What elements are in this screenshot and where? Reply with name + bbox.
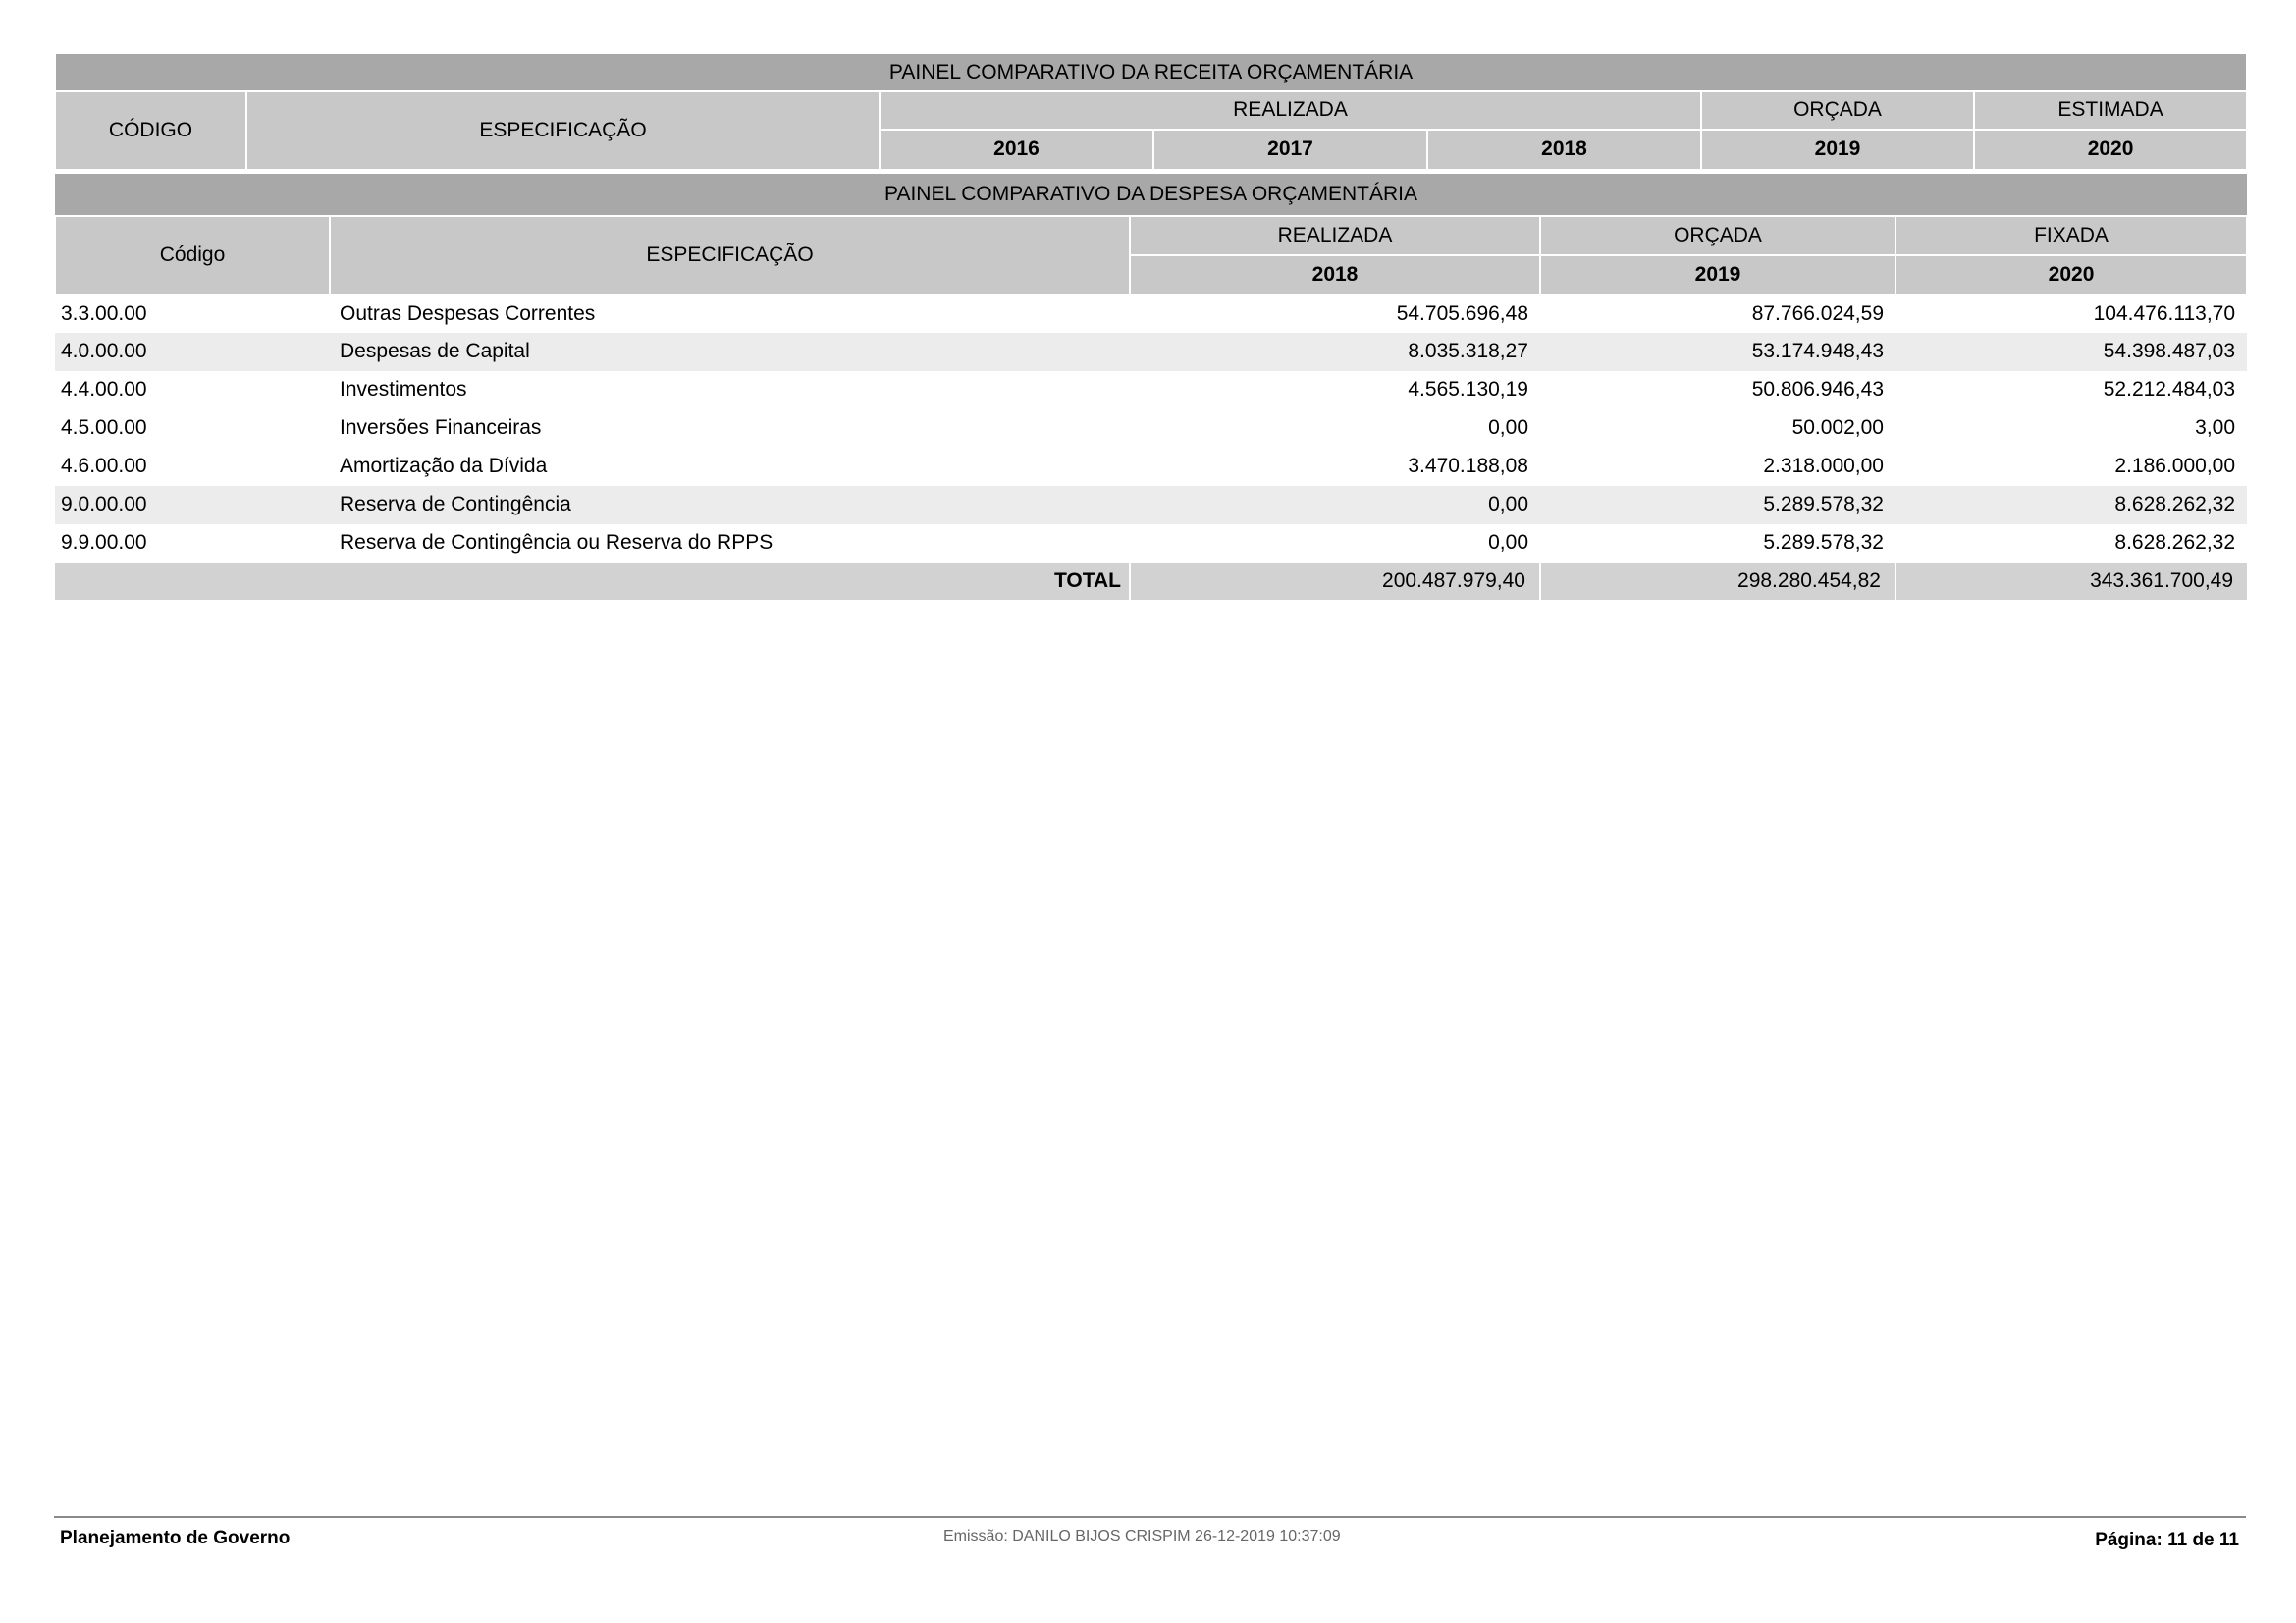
total-value-2020: 343.361.700,49 [1896,563,2247,600]
despesa-col-especificacao: ESPECIFICAÇÃO [330,216,1130,295]
table-row [55,409,2247,448]
row-value-2019: 5.289.578,32 [1540,486,1896,524]
receita-year-2017: 2017 [1153,130,1427,170]
footer-emissao: Emissão: DANILO BIJOS CRISPIM 26-12-2019 10:37:09 [943,1528,1341,1544]
row-codigo: 4.6.00.00 [61,455,147,477]
table-row [55,333,2247,371]
row-codigo: 3.3.00.00 [61,301,147,325]
row-especificacao: Inversões Financeiras [340,416,542,439]
receita-year-2020: 2020 [1974,130,2247,170]
row-especificacao: Amortização da Dívida [340,455,548,477]
row-especificacao: Despesas de Capital [330,333,1130,371]
despesa-year-2020: 2020 [1896,255,2247,295]
receita-group-orcada: ORÇADA [1701,91,1974,130]
row-especificacao: Reserva de Contingência [330,486,1130,524]
row-codigo: 9.0.00.00 [55,486,330,524]
despesa-year-2019: 2019 [1540,255,1896,295]
despesa-group-orcada: ORÇADA [1540,216,1896,255]
row-value-2018: 0,00 [1488,531,1528,554]
receita-year-2016: 2016 [880,130,1153,170]
row-value-2020: 54.398.487,03 [1896,333,2247,371]
despesa-title: PAINEL COMPARATIVO DA DESPESA ORÇAMENTÁRIA [55,173,2247,216]
receita-group-realizada: REALIZADA [880,91,1701,130]
receita-col-codigo: CÓDIGO [55,91,246,170]
total-row [55,563,2247,600]
row-especificacao: Outras Despesas Correntes [340,301,596,325]
table-row [55,486,2247,524]
footer-page-number: Página: 11 de 11 [2095,1530,2239,1550]
row-value-2018: 54.705.696,48 [1396,301,1528,325]
row-codigo: 9.9.00.00 [61,531,147,554]
total-label: TOTAL [55,563,1130,600]
receita-group-estimada: ESTIMADA [1974,91,2247,130]
receita-year-2019: 2019 [1701,130,1974,170]
despesa-group-fixada: FIXADA [1896,216,2247,255]
row-value-2020: 8.628.262,32 [1896,486,2247,524]
receita-table [54,54,2248,171]
row-value-2018: 0,00 [1130,486,1540,524]
receita-col-especificacao: ESPECIFICAÇÃO [246,91,880,170]
row-value-2018: 4.565.130,19 [1408,378,1528,401]
row-value-2020: 104.476.113,70 [2093,301,2236,325]
row-especificacao: Investimentos [340,378,467,401]
despesa-group-realizada: REALIZADA [1130,216,1540,255]
row-codigo: 4.5.00.00 [61,416,147,439]
row-value-2019: 2.318.000,00 [1763,455,1884,477]
row-value-2020: 2.186.000,00 [2114,455,2236,477]
row-codigo: 4.0.00.00 [55,333,330,371]
row-value-2019: 87.766.024,59 [1751,301,1884,325]
row-value-2020: 3,00 [2195,416,2236,439]
total-value-2018: 200.487.979,40 [1130,563,1540,600]
table-row [55,448,2247,486]
total-value-2019: 298.280.454,82 [1540,563,1896,600]
receita-title: PAINEL COMPARATIVO DA RECEITA ORÇAMENTÁRIA [55,54,2247,91]
table-row [55,295,2247,333]
row-especificacao: Reserva de Contingência ou Reserva do RPPS [340,531,774,554]
row-value-2018: 0,00 [1488,416,1528,439]
receita-year-2018: 2018 [1427,130,1701,170]
report-page [54,54,2246,600]
despesa-table [54,171,2248,600]
row-codigo: 4.4.00.00 [61,378,147,401]
table-row [55,524,2247,563]
despesa-year-2018: 2018 [1130,255,1540,295]
row-value-2020: 52.212.484,03 [2103,378,2236,401]
table-row [55,371,2247,409]
footer-title: Planejamento de Governo [60,1528,291,1548]
row-value-2019: 5.289.578,32 [1763,531,1884,554]
row-value-2020: 8.628.262,32 [2114,531,2236,554]
row-value-2019: 50.806.946,43 [1751,378,1884,401]
row-value-2018: 3.470.188,08 [1408,455,1528,477]
row-value-2019: 53.174.948,43 [1540,333,1896,371]
row-value-2018: 8.035.318,27 [1130,333,1540,371]
footer-divider [54,1516,2246,1518]
row-value-2019: 50.002,00 [1791,416,1884,439]
despesa-col-codigo: Código [55,216,330,295]
